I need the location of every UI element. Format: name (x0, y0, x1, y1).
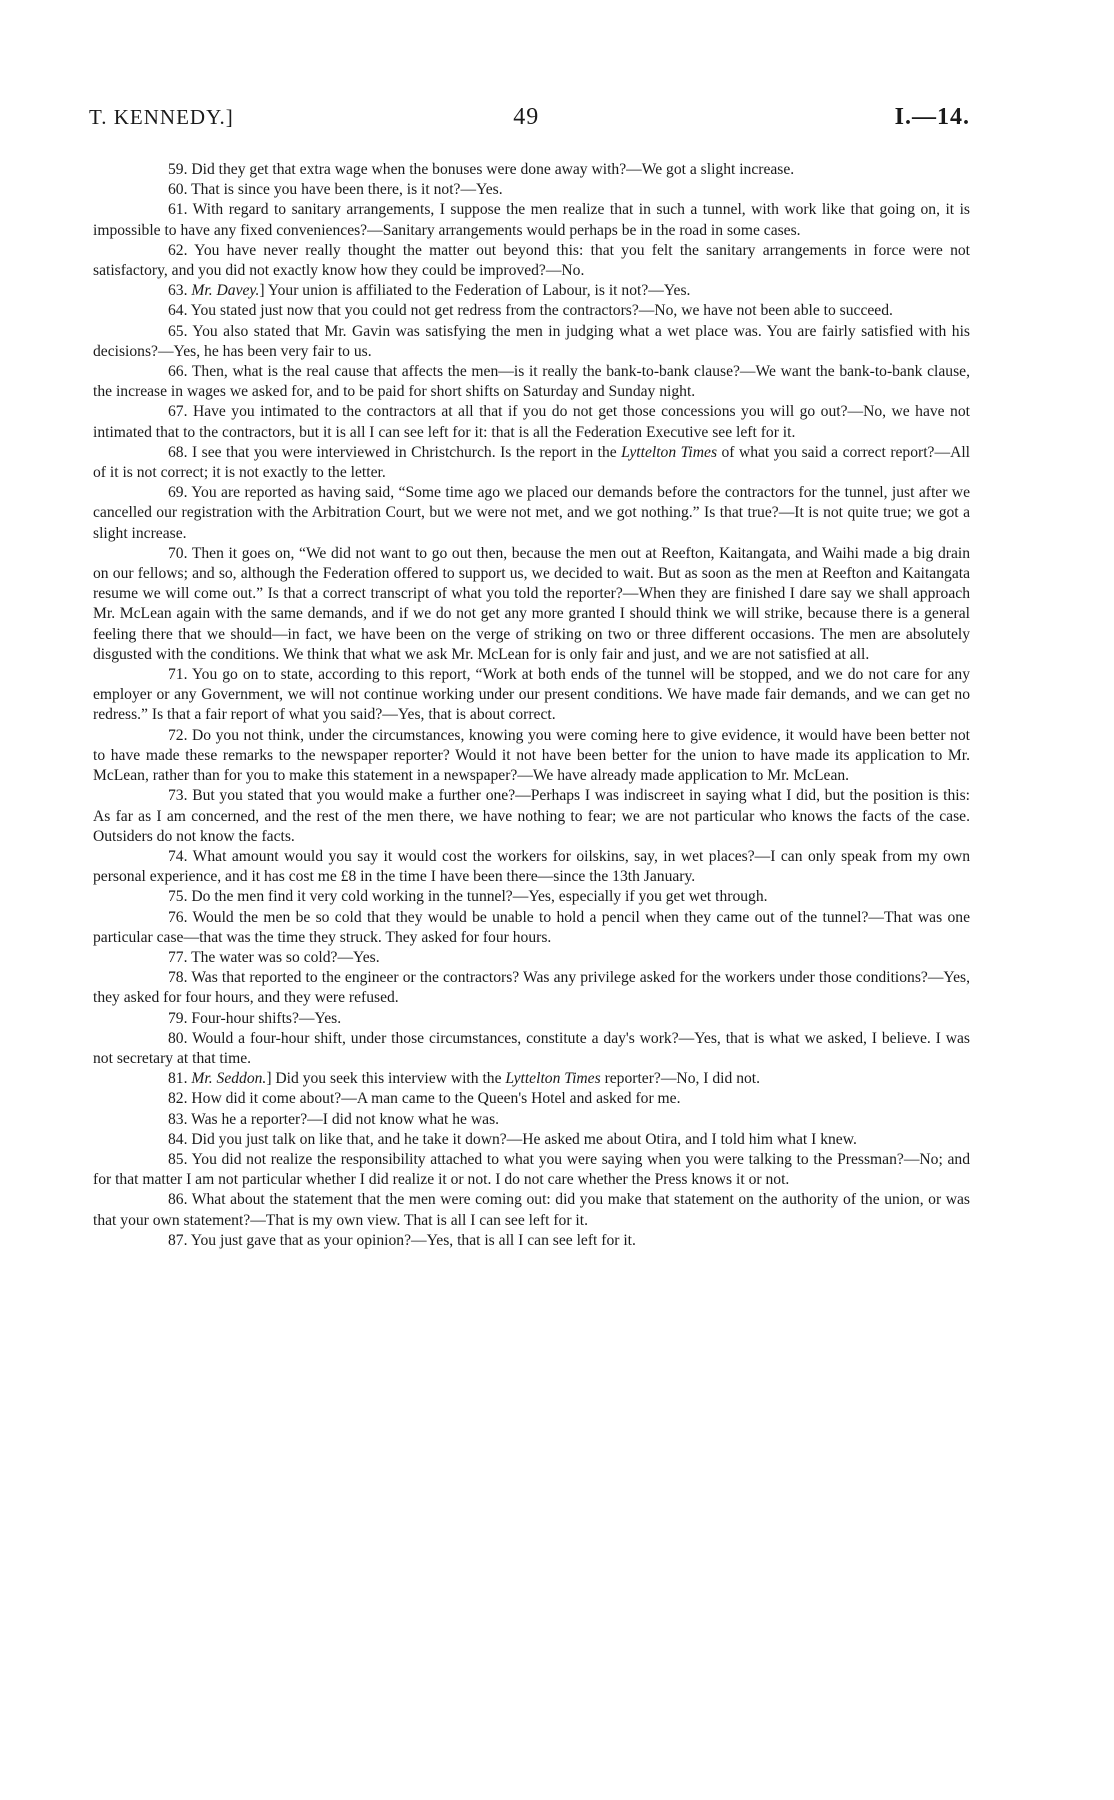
paragraph-text: 65. You also stated that Mr. Gavin was satisfying the men in judging what a wet place was. You are fairly satisfied with his decisions?—Yes, he has been very fair to us. (93, 322, 970, 360)
paragraph-text: 86. What about the statement that the men were coming out: did you make that statement on the authority of the union, or was that your own statement?—That is my own view. That is all I can see left for it. (93, 1191, 970, 1229)
question-answer-paragraph (93, 362, 970, 402)
paragraph-text: of what you said a correct report?—All of it is not correct; it is not exactly to the letter. (93, 443, 970, 482)
paragraph-text: 60. That is since you have been there, is it not?—Yes. (168, 181, 503, 199)
paragraph-text: 85. You did not realize the responsibility attached to what you were saying when you were talking to the Pressman?—No; and for that matter I am not particular whether I did realize it or not. I do not care whether the Press knows it or not. (93, 1150, 970, 1189)
italic-text: Mr. Seddon. (191, 1070, 267, 1088)
question-answer-paragraph (93, 322, 970, 362)
paragraph-text: 62. You have never really thought the matter out beyond this: that you felt the sanitary arrangements in force were not satisfactory, and you did not exactly know how they could be improved?—No. (93, 241, 970, 280)
paragraph-text: 64. You stated just now that you could not get redress from the contractors?—No, we have not been able to succeed. (168, 302, 893, 320)
question-answer-paragraph (93, 160, 970, 180)
italic-text: Mr. Davey. (191, 282, 260, 300)
question-answer-paragraph (93, 786, 970, 847)
question-answer-paragraph (93, 1110, 970, 1130)
question-answer-paragraph (93, 948, 970, 968)
paragraph-text: 77. The water was so cold?—Yes. (168, 948, 380, 966)
question-answer-paragraph (93, 1089, 970, 1109)
paragraph-text: 68. I see that you were interviewed in Christchurch. Is the report in the (168, 443, 622, 461)
paragraph-text: 67. Have you intimated to the contractors at all that if you do not get those concessions you will go out?—No, we have not intimated that to the contractors, but it is all I can see left for it: that is all the Federation Executive see left for it. (93, 403, 970, 441)
question-answer-paragraph (93, 1009, 970, 1029)
paragraph-text: 81. (168, 1070, 192, 1088)
paragraph-text: 83. Was he a reporter?—I did not know what he was. (168, 1110, 500, 1128)
question-answer-paragraph (93, 1190, 970, 1230)
paragraph-text: 75. Do the men find it very cold working in the tunnel?—Yes, especially if you get wet through. (168, 888, 768, 906)
question-answer-paragraph (93, 1150, 970, 1190)
paragraph-text: reporter?—No, I did not. (600, 1070, 761, 1088)
question-answer-paragraph (93, 1231, 970, 1251)
question-answer-paragraph (93, 1029, 970, 1069)
paragraph-text: 84. Did you just talk on like that, and he take it down?—He asked me about Otira, and I told him what I knew. (168, 1130, 857, 1148)
question-answer-paragraph (93, 402, 970, 442)
evidence-text (93, 160, 970, 1251)
page-header (89, 104, 970, 131)
question-answer-paragraph (93, 887, 970, 907)
paragraph-text: 71. You go on to state, according to this report, “Work at both ends of the tunnel will be stopped, and we do not care for any employer or any Government, we will not continue working under our present conditions. We have made fair demands, and we can get no redress.” Is that a fair report of what you said?—Yes, that is about correct. (93, 666, 970, 724)
paragraph-text: 61. With regard to sanitary arrangements, I suppose the men realize that in such a tunnel, with work like that going on, it is impossible to have any fixed conveniences?—Sanitary arrangements would perhaps be in the road in some cases. (93, 201, 970, 239)
question-answer-paragraph (93, 281, 970, 301)
paragraph-text: ] Did you seek this interview with the (266, 1070, 506, 1088)
italic-text: Lyttelton Times (621, 443, 718, 461)
witness-name: T. KENNEDY.] (89, 105, 234, 129)
paragraph-text: 79. Four-hour shifts?—Yes. (168, 1009, 342, 1027)
paragraph-text: 78. Was that reported to the engineer or the contractors? Was any privilege asked for the workers under those conditions?—Yes, they asked for four hours, and they were refused. (93, 969, 970, 1007)
question-answer-paragraph (93, 908, 970, 948)
paragraph-text: 80. Would a four-hour shift, under those circumstances, constitute a day's work?—Yes, that is what we asked, I believe. I was not secretary at that time. (93, 1029, 970, 1067)
paragraph-text: 87. You just gave that as your opinion?—Yes, that is all I can see left for it. (168, 1231, 636, 1249)
italic-text: Lyttelton Times (505, 1070, 601, 1088)
paragraph-text: 63. (168, 282, 192, 300)
paragraph-text: 69. You are reported as having said, “Some time ago we placed our demands before the contractors for the tunnel, just after we cancelled our registration with the Arbitration Court, but we were not met, and we got nothing.” Is that true?—It is not quite true; we got a slight increase. (93, 484, 970, 542)
paragraph-text: 66. Then, what is the real cause that affects the men—is it really the bank-to-bank clause?—We want the bank-to-bank clause, the increase in wages we asked for, and to be paid for short shifts on Saturday and Sunday night. (93, 363, 970, 401)
question-answer-paragraph (93, 847, 970, 887)
paragraph-text: 74. What amount would you say it would cost the workers for oilskins, say, in wet places?—I can only speak from my own personal experience, and it has cost me £8 in the time I have been there—since the 13th January. (93, 847, 970, 886)
question-answer-paragraph (93, 241, 970, 281)
document-reference: I.—14. (894, 104, 970, 130)
paragraph-text: 72. Do you not think, under the circumstances, knowing you were coming here to give evidence, it would have been better not to have made these remarks to the newspaper reporter? Would it not have been better for the union to have made its application to Mr. McLean, rather than for you to make this statement in a newspaper?—We have already made application to Mr. McLean. (93, 726, 970, 785)
question-answer-paragraph (93, 968, 970, 1008)
question-answer-paragraph (93, 1130, 970, 1150)
paragraph-text: 76. Would the men be so cold that they would be unable to hold a pencil when they came out of the tunnel?—That was one particular case—that was the time they struck. They asked for four hours. (93, 908, 970, 946)
paragraph-text: 59. Did they get that extra wage when the bonuses were done away with?—We got a slight increase. (168, 161, 795, 178)
question-answer-paragraph (93, 726, 970, 787)
paragraph-text: 70. Then it goes on, “We did not want to go out then, because the men out at Reefton, Kaitangata, and Waihi made a big drain on our fellows; and so, although the Federation offered to support us, we decided to wait. But as soon as the men at Reefton and Kaitangata resume we will come out.” Is that a correct transcript of what you told the reporter?—When they are finished I dare say we shall approach Mr. McLean again with the same demands, and if we do not get any more granted I should think we will strike, because there is a general feeling there that we should—in fact, we have been on the verge of striking on two or three different occasions. The men are absolutely disgusted with the conditions. We think that what we ask Mr. McLean for is only fair and just, and we are not satisfied at all. (93, 544, 970, 663)
paragraph-text: 73. But you stated that you would make a further one?—Perhaps I was indiscreet in saying what I did, but the position is this: As far as I am concerned, and the rest of the men there, we have nothing to fear; we are not particular who knows the facts of the case. Outsiders do not know the facts. (93, 787, 970, 845)
question-answer-paragraph (93, 483, 970, 544)
question-answer-paragraph (93, 665, 970, 726)
question-answer-paragraph (93, 443, 970, 483)
question-answer-paragraph (93, 544, 970, 665)
paragraph-text: 82. How did it come about?—A man came to the Queen's Hotel and asked for me. (168, 1090, 681, 1108)
question-answer-paragraph (93, 180, 970, 200)
question-answer-paragraph (93, 1069, 970, 1089)
question-answer-paragraph (93, 200, 970, 240)
paragraph-text: ] Your union is affiliated to the Federation of Labour, is it not?—Yes. (259, 282, 691, 300)
page-number: 49 (513, 104, 540, 130)
question-answer-paragraph (93, 301, 970, 321)
